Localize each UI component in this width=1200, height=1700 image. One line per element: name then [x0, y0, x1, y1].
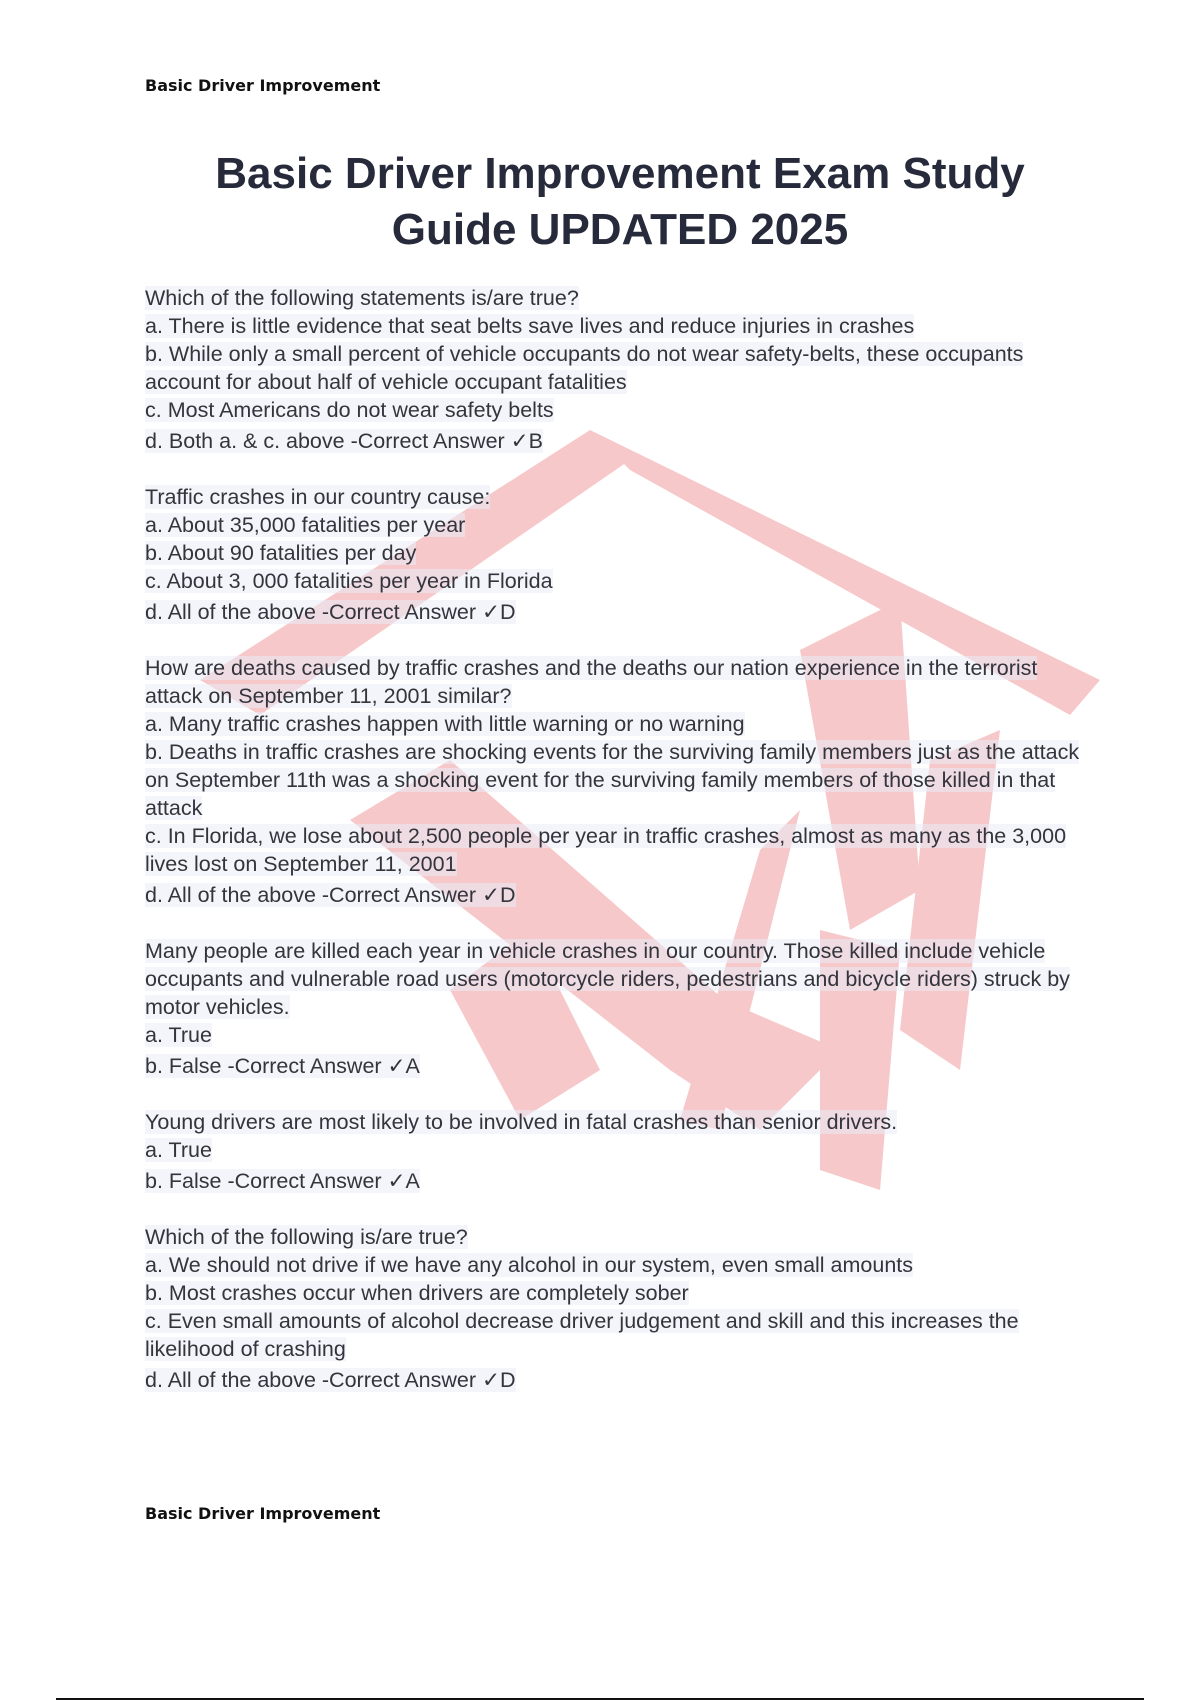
- question-stem: How are deaths caused by traffic crashes and the deaths our nation experience in the terrorist attack on September 11, 2001 similar?: [145, 656, 1038, 708]
- question-list: [145, 284, 1095, 1422]
- title-line-2: Guide UPDATED 2025: [391, 205, 849, 254]
- answer-option: c. About 3, 000 fatalities per year in Florida: [145, 569, 553, 593]
- correct-answer: b. False -Correct Answer ✓A: [145, 1169, 420, 1193]
- question-1: [145, 284, 1095, 455]
- answer-option: c. Even small amounts of alcohol decrease driver judgement and skill and this increases the likelihood of crashing: [145, 1309, 1019, 1361]
- correct-answer: d. All of the above -Correct Answer ✓D: [145, 883, 516, 907]
- title-line-1: Basic Driver Improvement Exam Study: [215, 149, 1025, 198]
- question-6: [145, 1223, 1095, 1394]
- question-4: [145, 937, 1095, 1080]
- answer-option: b. While only a small percent of vehicle occupants do not wear safety-belts, these occupants account for about half of vehicle occupant fatalities: [145, 342, 1024, 394]
- answer-option: a. True: [145, 1138, 212, 1162]
- answer-option: a. We should not drive if we have any alcohol in our system, even small amounts: [145, 1253, 914, 1277]
- running-header: Basic Driver Improvement: [145, 76, 381, 95]
- running-footer: Basic Driver Improvement: [145, 1504, 381, 1523]
- question-2: [145, 483, 1095, 626]
- answer-option: a. There is little evidence that seat belts save lives and reduce injuries in crashes: [145, 314, 915, 338]
- correct-answer: d. All of the above -Correct Answer ✓D: [145, 1368, 516, 1392]
- question-stem: Which of the following statements is/are true?: [145, 286, 579, 310]
- question-stem: Which of the following is/are true?: [145, 1225, 468, 1249]
- question-5: [145, 1108, 1095, 1195]
- answer-option: c. In Florida, we lose about 2,500 people per year in traffic crashes, almost as many as the 3,000 lives lost on September 11, 2001: [145, 824, 1067, 876]
- answer-option: b. Deaths in traffic crashes are shocking events for the surviving family members just as the attack on September 11th was a shocking event for the surviving family members of those killed in that attack: [145, 740, 1080, 820]
- correct-answer: d. Both a. & c. above -Correct Answer ✓B: [145, 429, 544, 453]
- answer-option: a. About 35,000 fatalities per year: [145, 513, 466, 537]
- question-stem: Traffic crashes in our country cause:: [145, 485, 491, 509]
- answer-option: a. True: [145, 1023, 212, 1047]
- question-3: [145, 654, 1095, 909]
- answer-option: a. Many traffic crashes happen with little warning or no warning: [145, 712, 745, 736]
- answer-option: b. About 90 fatalities per day: [145, 541, 417, 565]
- answer-option: c. Most Americans do not wear safety belts: [145, 398, 554, 422]
- answer-option: b. Most crashes occur when drivers are completely sober: [145, 1281, 689, 1305]
- question-stem: Many people are killed each year in vehicle crashes in our country. Those killed include vehicle occupants and vulnerable road users (motorcycle riders, pedestrians and bicycle riders) struck by motor vehicles.: [145, 939, 1070, 1019]
- correct-answer: b. False -Correct Answer ✓A: [145, 1054, 420, 1078]
- question-stem: Young drivers are most likely to be involved in fatal crashes than senior drivers.: [145, 1110, 898, 1134]
- correct-answer: d. All of the above -Correct Answer ✓D: [145, 600, 516, 624]
- page-title: [140, 146, 1100, 258]
